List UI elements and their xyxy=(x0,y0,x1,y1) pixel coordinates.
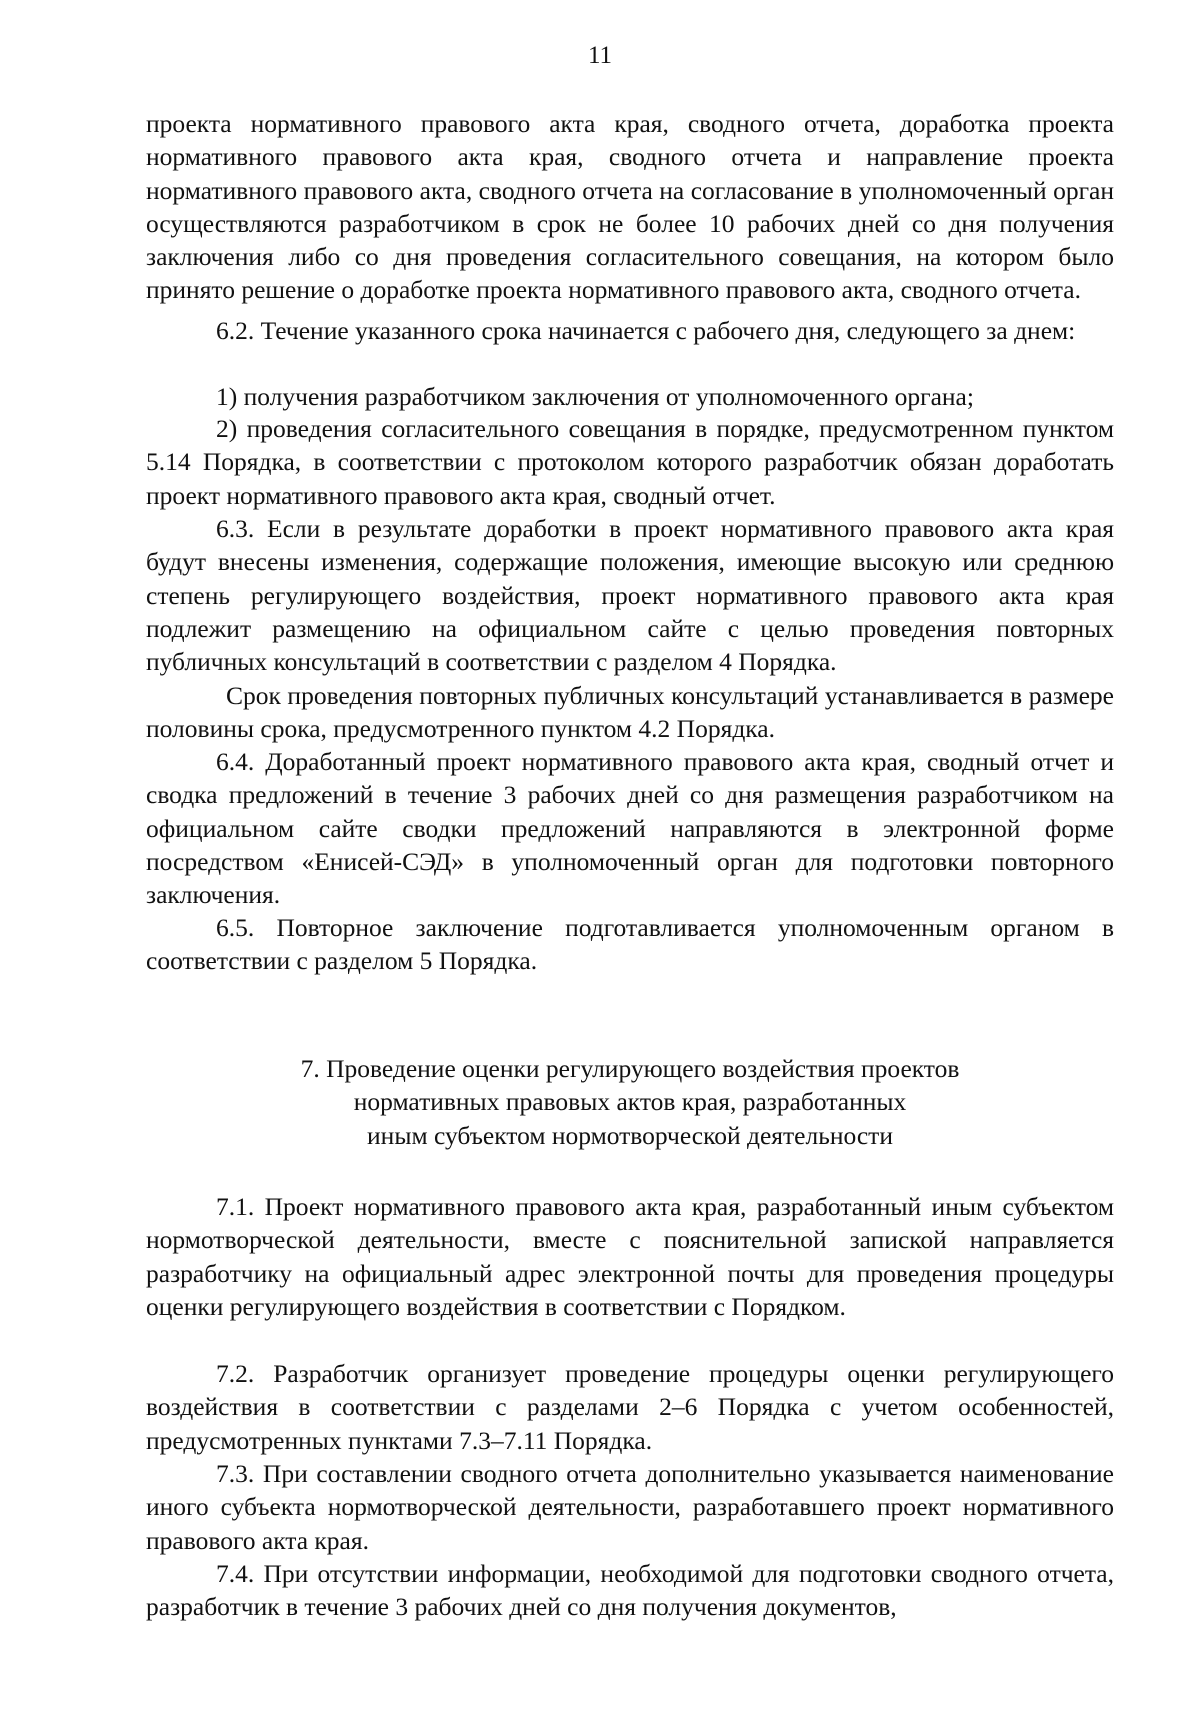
paragraph-7-4: 7.4. При отсутствии информации, необходимой для подготовки сводного отчета, разработчик в течение 3 рабочих дней со дня получения документов, xyxy=(146,1559,1114,1622)
paragraph-6-3-term: Срок проведения повторных публичных консультаций устанавливается в размере половины срока, предусмотренного пунктом 4.2 Порядка. xyxy=(146,681,1114,744)
paragraph-7-3: 7.3. При составлении сводного отчета дополнительно указывается наименование иного субъекта нормотворческой деятельности, разработавшего проект нормативного правового акта края. xyxy=(146,1459,1114,1555)
paragraph-7-2: 7.2. Разработчик организует проведение процедуры оценки регулирующего воздействия в соответствии с разделами 2–6 Порядка с учетом особенностей, предусмотренных пунктами 7.3–7.11 Порядка. xyxy=(146,1359,1114,1455)
paragraph-6-4: 6.4. Доработанный проект нормативного правового акта края, сводный отчет и сводка предложений в течение 3 рабочих дней со дня размещения разработчиком на официальном сайте сводки предложений направляются в электронной форме посредством «Енисей-СЭД» в уполномоченный орган для подготовки повторного заключения. xyxy=(146,747,1114,910)
paragraph-continuation: проекта нормативного правового акта края, сводного отчета, доработка проекта нормативного правового акта края, сводного отчета и направление проекта нормативного правового акта, сводного отчета на согласование в уполномоченный орган осуществляются разработчиком в срок не более 10 рабочих дней со дня получения заключения либо со дня проведения согласительного совещания, на котором было принято решение о доработке проекта нормативного правового акта, сводного отчета. xyxy=(146,109,1114,305)
paragraph-6-5: 6.5. Повторное заключение подготавливается уполномоченным органом в соответствии с разделом 5 Порядка. xyxy=(146,913,1114,976)
paragraph-6-2-item-1: 1) получения разработчиком заключения от уполномоченного органа; xyxy=(216,382,974,411)
paragraph-6-3: 6.3. Если в результате доработки в проект нормативного правового акта края будут внесены изменения, содержащие положения, имеющие высокую или среднюю степень регулирующего воздействия, проект нормативного правового акта края подлежит размещению на официальном сайте с целью проведения повторных публичных консультаций в соответствии с разделом 4 Порядка. xyxy=(146,514,1114,677)
section-7-heading: 7. Проведение оценки регулирующего воздействия проектов нормативных правовых актов края, разработанных иным субъектом нормотворческой деятельности xyxy=(300,1054,960,1150)
paragraph-6-2: 6.2. Течение указанного срока начинается с рабочего дня, следующего за днем: xyxy=(216,316,1076,345)
paragraph-6-2-item-2: 2) проведения согласительного совещания в порядке, предусмотренном пунктом 5.14 Порядка, в соответствии с протоколом которого разработчик обязан доработать проект нормативного правового акта края, сводный отчет. xyxy=(146,414,1114,510)
paragraph-7-1: 7.1. Проект нормативного правового акта края, разработанный иным субъектом нормотворческой деятельности, вместе с пояснительной запиской направляется разработчику на официальный адрес электронной почты для проведения процедуры оценки регулирующего воздействия в соответствии с Порядком. xyxy=(146,1192,1114,1321)
page-number: 11 xyxy=(587,42,613,69)
